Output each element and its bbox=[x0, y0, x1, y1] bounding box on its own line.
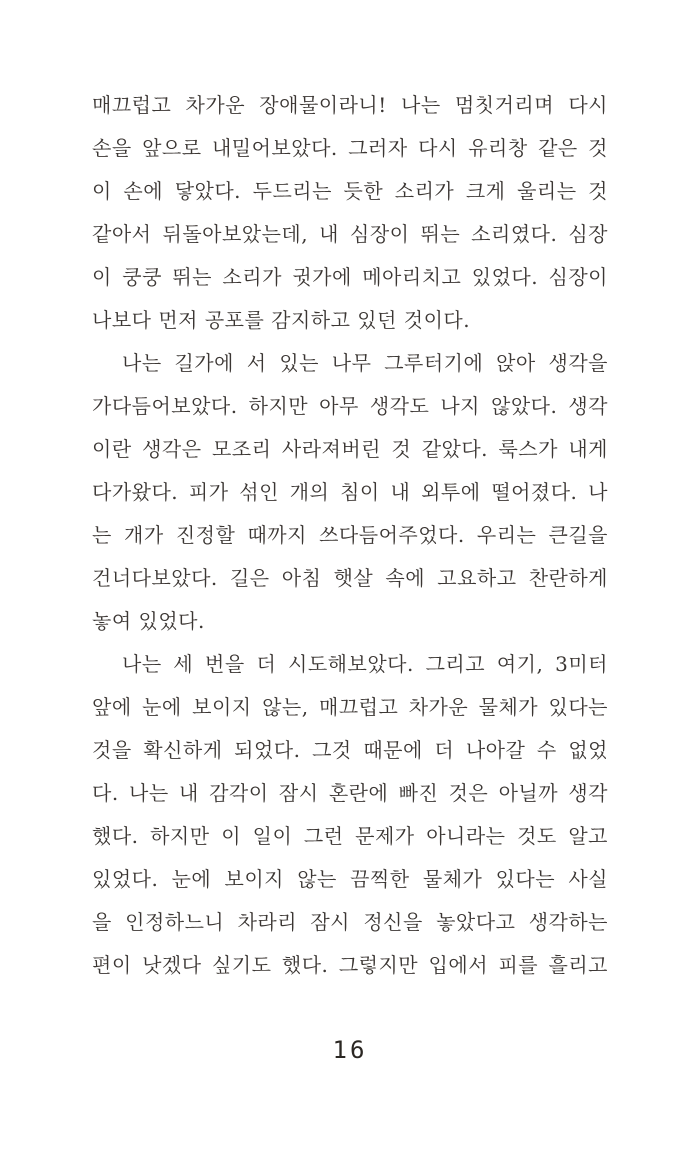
text-line: 가다듬어보았다. 하지만 아무 생각도 나지 않았다. 생각 bbox=[92, 394, 608, 418]
text-line: 는 개가 진정할 때까지 쓰다듬어주었다. 우리는 큰길을 bbox=[92, 523, 608, 547]
text-line: 다. 나는 내 감각이 잠시 혼란에 빠진 것은 아닐까 생각 bbox=[92, 781, 608, 805]
page-number: 16 bbox=[332, 1036, 368, 1064]
text-line: 같아서 뒤돌아보았는데, 내 심장이 뛰는 소리였다. 심장 bbox=[92, 222, 608, 246]
text-line: 것을 확신하게 되었다. 그것 때문에 더 나아갈 수 없었 bbox=[92, 738, 608, 762]
text-line: 편이 낫겠다 싶기도 했다. 그렇지만 입에서 피를 흘리고 bbox=[92, 953, 608, 977]
text-line: 나는 세 번을 더 시도해보았다. 그리고 여기, 3미터 bbox=[122, 652, 608, 676]
text-line: 이 쿵쿵 뛰는 소리가 귓가에 메아리치고 있었다. 심장이 bbox=[92, 265, 608, 289]
text-line: 있었다. 눈에 보이지 않는 끔찍한 물체가 있다는 사실 bbox=[92, 867, 608, 891]
text-line: 다가왔다. 피가 섞인 개의 침이 내 외투에 떨어졌다. 나 bbox=[92, 480, 608, 504]
text-line: 건너다보았다. 길은 아침 햇살 속에 고요하고 찬란하게 bbox=[92, 566, 608, 590]
text-line: 놓여 있었다. bbox=[92, 609, 205, 633]
text-line: 나보다 먼저 공포를 감지하고 있던 것이다. bbox=[92, 308, 471, 332]
body-text bbox=[92, 84, 608, 987]
text-line: 이란 생각은 모조리 사라져버린 것 같았다. 룩스가 내게 bbox=[92, 437, 608, 461]
text-line: 앞에 눈에 보이지 않는, 매끄럽고 차가운 물체가 있다는 bbox=[92, 695, 608, 719]
text-line: 나는 길가에 서 있는 나무 그루터기에 앉아 생각을 bbox=[122, 351, 608, 375]
text-line: 손을 앞으로 내밀어보았다. 그러자 다시 유리창 같은 것 bbox=[92, 136, 608, 160]
text-line: 매끄럽고 차가운 장애물이라니! 나는 멈칫거리며 다시 bbox=[92, 93, 608, 117]
text-line: 이 손에 닿았다. 두드리는 듯한 소리가 크게 울리는 것 bbox=[92, 179, 608, 203]
text-line: 했다. 하지만 이 일이 그런 문제가 아니라는 것도 알고 bbox=[92, 824, 608, 848]
text-line: 을 인정하느니 차라리 잠시 정신을 놓았다고 생각하는 bbox=[92, 910, 608, 934]
